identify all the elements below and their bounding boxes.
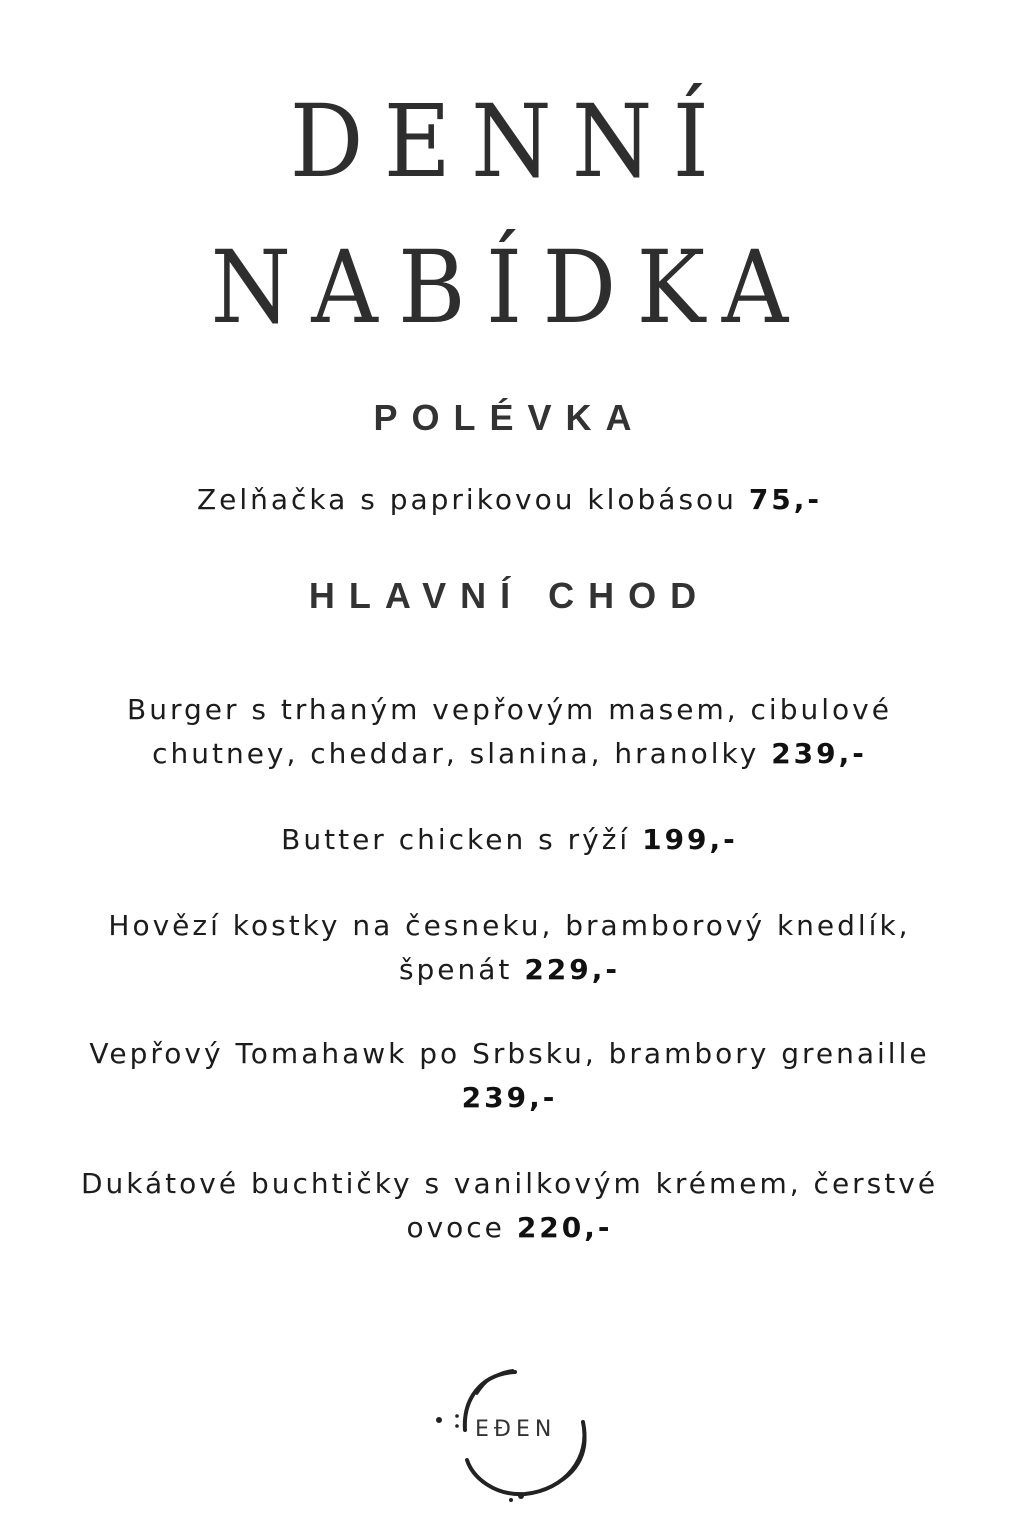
menu-item-price: 199,- <box>642 823 738 856</box>
menu-item-name: Burger s trhaným vepřovým masem, cibulové chutney, cheddar, slanina, hranolky <box>127 693 892 770</box>
restaurant-logo <box>425 1360 605 1510</box>
menu-item-name: Dukátové buchtičky s vanilkovým krémem, čerstvé ovoce <box>80 1167 939 1244</box>
menu-item-buchticky <box>60 1162 959 1250</box>
menu-item-price: 239,- <box>771 737 867 770</box>
menu-item-name: Hovězí kostky na česneku, bramborový knedlík, špenát <box>108 909 911 986</box>
menu-item-price: 239,- <box>461 1081 558 1114</box>
menu-item-price: 220,- <box>516 1211 613 1244</box>
menu-item-butter-chicken <box>60 818 959 862</box>
menu-item-price: 75,- <box>748 483 823 516</box>
section-heading-soup: POLÉVKA <box>373 397 646 438</box>
menu-item-name: Butter chicken s rýží <box>281 823 631 856</box>
menu-item-burger <box>60 688 959 776</box>
page-title-line-2: NABÍDKA <box>210 229 809 346</box>
logo-text: EÐEN <box>475 1417 557 1442</box>
menu-item-soup <box>60 478 959 522</box>
section-heading-main-course: HLAVNÍ CHOD <box>308 575 711 616</box>
menu-item-beef <box>60 904 959 992</box>
menu-item-name: Zelňačka s paprikovou klobásou <box>196 483 737 516</box>
menu-item-price: 229,- <box>524 953 621 986</box>
menu-item-tomahawk <box>60 1032 959 1120</box>
menu-item-name: Vepřový Tomahawk po Srbsku, brambory grenaille <box>89 1037 930 1070</box>
page-title-line-1: DENNÍ <box>289 83 730 200</box>
